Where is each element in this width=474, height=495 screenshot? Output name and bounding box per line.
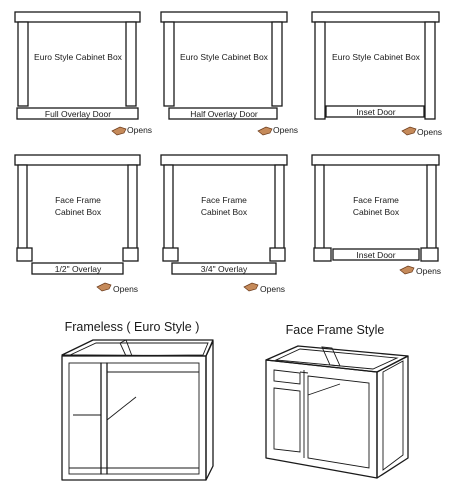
box-label: Euro Style Cabinet Box (34, 52, 122, 62)
hand-icon (97, 283, 111, 291)
face-frame-right-stile (270, 248, 285, 261)
diagram-inset-face-frame (312, 155, 441, 276)
hand-icon (400, 266, 414, 274)
door-label: Half Overlay Door (190, 109, 258, 119)
hand-icon (402, 127, 416, 135)
face-frame-left-stile (17, 248, 32, 261)
door-label: Inset Door (356, 250, 396, 260)
box-label: Euro Style Cabinet Box (332, 52, 420, 62)
cabinet-left-side (18, 22, 28, 106)
diagram-half-inch-overlay (15, 155, 140, 294)
opens-label: Opens (260, 284, 286, 294)
face-frame-left-stile (314, 248, 331, 261)
cabinet-top-panel (15, 12, 140, 22)
cabinet-top-panel (161, 12, 287, 22)
face-frame-title: Face Frame Style (285, 323, 385, 337)
cabinet-right-side (128, 165, 137, 249)
diagram-half-overlay (161, 12, 298, 135)
face-frame-right-stile (123, 248, 138, 261)
cabinet-left-side (164, 22, 174, 106)
cabinet-right-side (425, 22, 435, 119)
cabinet-right-side (272, 22, 282, 106)
hand-icon (244, 283, 258, 291)
diagram-full-overlay (15, 12, 152, 135)
cabinet-left-side (315, 22, 325, 119)
cabinet-left-side (18, 165, 27, 249)
opens-label: Opens (417, 127, 443, 137)
cabinet-top-panel (312, 12, 439, 22)
door-label: Inset Door (356, 107, 396, 117)
box-label-line1: Face Frame (353, 195, 399, 205)
face-frame-left-stile (163, 248, 178, 261)
cabinet-left-side (315, 165, 324, 249)
face-frame-cabinet-sketch (266, 346, 408, 478)
box-label-line2: Cabinet Box (200, 207, 248, 217)
opens-label: Opens (273, 125, 299, 135)
opens-label: Opens (113, 284, 139, 294)
box-label-line1: Face Frame (201, 195, 247, 205)
cabinet-top-panel (15, 155, 140, 165)
door-label: Full Overlay Door (44, 109, 112, 119)
door-label: 1/2" Overlay (54, 264, 102, 274)
frameless-title: Frameless ( Euro Style ) (64, 320, 200, 334)
box-label-line2: Cabinet Box (54, 207, 102, 217)
cabinet-top-panel (161, 155, 287, 165)
box-label-line2: Cabinet Box (352, 207, 400, 217)
frameless-cabinet-sketch (62, 340, 213, 480)
opens-label: Opens (416, 266, 442, 276)
diagram-three-quarter-inch-overlay (161, 155, 287, 294)
door-label: 3/4" Overlay (200, 264, 248, 274)
cabinet-left-side (164, 165, 173, 249)
face-frame-right-stile (421, 248, 438, 261)
diagram-inset-euro (312, 12, 442, 137)
box-label: Euro Style Cabinet Box (180, 52, 268, 62)
cabinet-right-side (275, 165, 284, 249)
opens-label: Opens (127, 125, 153, 135)
hand-icon (258, 127, 272, 135)
hand-icon (112, 127, 126, 135)
cabinet-right-side (427, 165, 436, 249)
cabinet-top-panel (312, 155, 439, 165)
box-label-line1: Face Frame (55, 195, 101, 205)
cabinet-right-side (126, 22, 136, 106)
